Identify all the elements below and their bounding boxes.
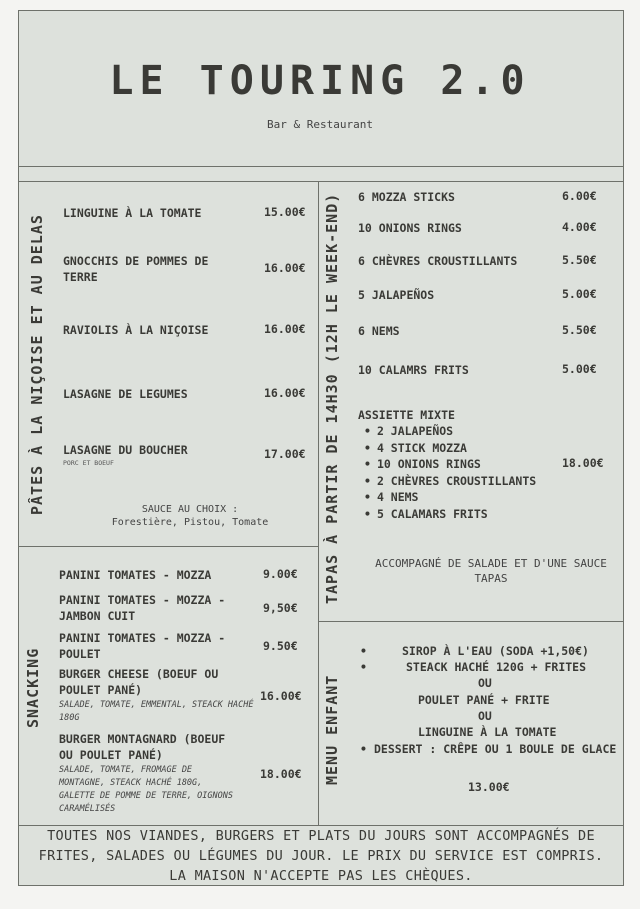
menu-item-name: 6 MOZZA STICKS bbox=[358, 190, 455, 204]
footer-line: TOUTES NOS VIANDES, BURGERS ET PLATS DU JOURS SONT ACCOMPAGNÉS DE bbox=[47, 828, 595, 844]
section-title-pates: PÂTES À LA NIÇOISE ET AU DELAS bbox=[28, 214, 46, 515]
menu-item-price: 13.00€ bbox=[468, 780, 510, 794]
menu-item-name: LASAGNE DU BOUCHER bbox=[63, 443, 188, 457]
menu-item-price: 9,50€ bbox=[263, 601, 298, 615]
enfant-bullet: • bbox=[360, 742, 367, 756]
list-item: • 5 CALAMARS FRITS bbox=[364, 506, 536, 523]
menu-item-name: 10 CALAMRS FRITS bbox=[358, 363, 469, 377]
menu-item-name: 10 ONIONS RINGS bbox=[358, 221, 462, 235]
enfant-line: STEACK HACHÉ 120G + FRITES bbox=[406, 660, 587, 674]
menu-item-price: 18.00€ bbox=[260, 767, 302, 781]
divider bbox=[18, 166, 624, 167]
menu-item-price: 4.00€ bbox=[562, 220, 597, 234]
enfant-bullet: • bbox=[360, 660, 367, 674]
menu-item-price: 5.00€ bbox=[562, 287, 597, 301]
divider bbox=[318, 621, 624, 622]
menu-item-price: 16.00€ bbox=[264, 386, 306, 400]
menu-item-name: BURGER MONTAGNARD (BOEUF OU POULET PANÉ) bbox=[59, 732, 226, 762]
menu-item-price: 16.00€ bbox=[260, 689, 302, 703]
menu-item-price: 15.00€ bbox=[264, 205, 306, 219]
menu-item-price: 5.50€ bbox=[562, 253, 597, 267]
menu-item-name: LASAGNE DE LEGUMES bbox=[63, 387, 188, 401]
sauce-options: Forestière, Pistou, Tomate bbox=[111, 517, 269, 528]
menu-item-name: GNOCCHIS DE POMMES DE TERRE bbox=[63, 254, 209, 284]
menu-item-desc: SALADE, TOMATE, FROMAGE DE MONTAGNE, STEACK HACHÉ 180G, GALETTE DE POMME DE TERRE, OIGNONS CARAMÉLISÉS bbox=[59, 765, 233, 814]
menu-item-price: 16.00€ bbox=[264, 322, 306, 336]
divider bbox=[318, 181, 319, 826]
menu-item-name: PANINI TOMATES - MOZZA - POULET bbox=[59, 631, 226, 661]
enfant-bullet: • bbox=[360, 644, 367, 658]
tapas-note: ACCOMPAGNÉ DE SALADE ET D'UNE SAUCE TAPAS bbox=[375, 557, 607, 585]
enfant-line: POULET PANÉ + FRITE bbox=[418, 693, 550, 707]
menu-item-price: 9.50€ bbox=[263, 639, 298, 653]
menu-item-name: RAVIOLIS À LA NIÇOISE bbox=[63, 323, 209, 337]
menu-item-name: PANINI TOMATES - MOZZA bbox=[59, 568, 212, 582]
menu-item-price: 18.00€ bbox=[562, 456, 604, 470]
enfant-line: DESSERT : CRÊPE OU 1 BOULE DE GLACE bbox=[374, 742, 617, 756]
mixte-title: ASSIETTE MIXTE bbox=[358, 408, 455, 422]
enfant-line: SIROP À L'EAU (SODA +1,50€) bbox=[402, 644, 589, 658]
menu-item-price: 16.00€ bbox=[264, 261, 306, 275]
enfant-line: OU bbox=[478, 676, 492, 690]
menu-item-price: 17.00€ bbox=[264, 447, 306, 461]
section-title-tapas: TAPAS À PARTIR DE 14H30 (12H LE WEEK-END) bbox=[323, 192, 341, 604]
menu-item-name: 5 JALAPEÑOS bbox=[358, 288, 435, 302]
menu-item-name: PANINI TOMATES - MOZZA - JAMBON CUIT bbox=[59, 593, 226, 623]
menu-item-name: 6 CHÈVRES CROUSTILLANTS bbox=[358, 254, 518, 268]
section-title-snacking: SNACKING bbox=[24, 647, 42, 728]
list-item: • 2 JALAPEÑOS bbox=[364, 423, 536, 440]
menu-item-name: LINGUINE À LA TOMATE bbox=[63, 206, 202, 220]
list-item: • 2 CHÈVRES CROUSTILLANTS bbox=[364, 473, 536, 490]
menu-item-price: 5.00€ bbox=[562, 362, 597, 376]
menu-item-price: 5.50€ bbox=[562, 323, 597, 337]
enfant-line: OU bbox=[478, 709, 492, 723]
restaurant-name: LE TOURING 2.0 bbox=[109, 58, 531, 104]
menu-item-note: PORC ET BOEUF bbox=[63, 459, 114, 467]
divider bbox=[18, 546, 318, 547]
menu-item-price: 6.00€ bbox=[562, 189, 597, 203]
menu-item-name: 6 NEMS bbox=[358, 324, 400, 338]
menu-item-desc: SALADE, TOMATE, EMMENTAL, STEACK HACHÉ 180G bbox=[59, 700, 254, 723]
list-item: • 4 STICK MOZZA bbox=[364, 440, 536, 457]
footer-line: FRITES, SALADES OU LÉGUMES DU JOUR. LE PRIX DU SERVICE EST COMPRIS. bbox=[38, 848, 604, 864]
list-item: • 4 NEMS bbox=[364, 489, 536, 506]
menu-item-price: 9.00€ bbox=[263, 567, 298, 581]
footer-line: LA MAISON N'ACCEPTE PAS LES CHÈQUES. bbox=[169, 868, 473, 884]
divider bbox=[18, 181, 624, 182]
enfant-line: LINGUINE À LA TOMATE bbox=[418, 725, 557, 739]
menu-item-name: BURGER CHEESE (BOEUF OU POULET PANÉ) bbox=[59, 667, 219, 697]
restaurant-subtitle: Bar & Restaurant bbox=[267, 118, 373, 131]
sauce-title: SAUCE AU CHOIX : bbox=[141, 504, 239, 515]
footer-note bbox=[18, 826, 624, 886]
section-title-enfant: MENU ENFANT bbox=[323, 674, 341, 785]
mixte-list bbox=[364, 423, 536, 522]
list-item: • 10 ONIONS RINGS bbox=[364, 456, 536, 473]
